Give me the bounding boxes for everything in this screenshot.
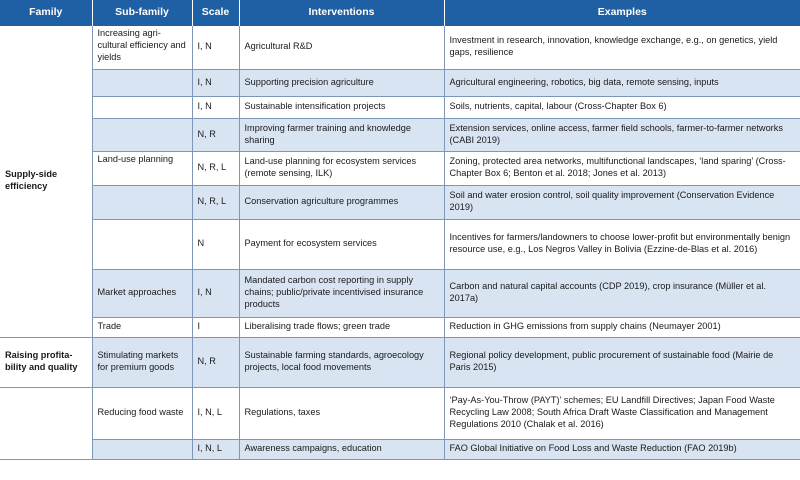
scale-cell: N, R (192, 337, 239, 387)
intervention-cell: Improving farmer training and knowledge sharing (239, 118, 444, 151)
table-row (0, 185, 800, 219)
scale-cell: I, N, L (192, 387, 239, 439)
scale-cell: I (192, 317, 239, 337)
family-blank (0, 387, 92, 459)
subfamily-cell: Increasing agri-cultural efficiency and yields (92, 26, 192, 69)
scale-cell: N (192, 219, 239, 269)
intervention-cell: Awareness campaigns, education (239, 439, 444, 459)
intervention-cell: Payment for ecosystem services (239, 219, 444, 269)
subfamily-cell (92, 96, 192, 118)
intervention-cell: Supporting precision agriculture (239, 69, 444, 96)
example-cell: Zoning, protected area networks, multifunctional landscapes, ‘land sparing’ (Cross-Chapter Box 6; Benton et al. 2018; Jones et al. 2013) (444, 151, 800, 185)
subfamily-cell (92, 439, 192, 459)
scale-cell: I, N, L (192, 439, 239, 459)
example-cell: Regional policy development, public procurement of sustainable food (Mairie de Paris 2015) (444, 337, 800, 387)
example-cell: Agricultural engineering, robotics, big data, remote sensing, inputs (444, 69, 800, 96)
table-row (0, 219, 800, 269)
scale-cell: I, N (192, 69, 239, 96)
subfamily-cell (92, 69, 192, 96)
header-family: Family (0, 0, 92, 26)
header-scale: Scale (192, 0, 239, 26)
example-cell: Carbon and natural capital accounts (CDP 2019), crop insurance (Müller et al. 2017a) (444, 269, 800, 317)
example-cell: Incentives for farmers/landowners to choose lower-profit but environmentally benign resource use, e.g., Los Negros Valley in Bolivia (Ezzine-de-Blas et al. 2016) (444, 219, 800, 269)
example-cell: Soils, nutrients, capital, labour (Cross-Chapter Box 6) (444, 96, 800, 118)
table-row (0, 387, 800, 439)
scale-cell: N, R, L (192, 185, 239, 219)
scale-cell: I, N (192, 269, 239, 317)
subfamily-cell (92, 118, 192, 151)
table-row (0, 337, 800, 387)
subfamily-cell: Land-use planning (92, 151, 192, 185)
intervention-cell: Regulations, taxes (239, 387, 444, 439)
intervention-cell: Land-use planning for ecosystem services (remote sensing, ILK) (239, 151, 444, 185)
scale-cell: N, R, L (192, 151, 239, 185)
scale-cell: I, N (192, 96, 239, 118)
subfamily-cell: Reducing food waste (92, 387, 192, 439)
example-cell: Soil and water erosion control, soil quality improvement (Conservation Evidence 2019) (444, 185, 800, 219)
scale-cell: N, R (192, 118, 239, 151)
table-row (0, 118, 800, 151)
example-cell: Extension services, online access, farmer field schools, farmer-to-farmer networks (CABI 2019) (444, 118, 800, 151)
subfamily-cell (92, 185, 192, 219)
intervention-cell: Liberalising trade flows; green trade (239, 317, 444, 337)
family-supply-side-efficiency: Supply-side efficiency (0, 26, 92, 337)
table-row (0, 69, 800, 96)
header-row (0, 0, 800, 26)
intervention-cell: Mandated carbon cost reporting in supply chains; public/private incentivised insurance products (239, 269, 444, 317)
intervention-cell: Sustainable farming standards, agroecology projects, local food movements (239, 337, 444, 387)
table-row (0, 269, 800, 317)
example-cell: Investment in research, innovation, knowledge exchange, e.g., on genetics, yield gaps, resilience (444, 26, 800, 69)
table-row (0, 151, 800, 185)
subfamily-cell: Market approaches (92, 269, 192, 317)
header-subfamily: Sub-family (92, 0, 192, 26)
table-row (0, 96, 800, 118)
table-row (0, 439, 800, 459)
header-interventions: Interventions (239, 0, 444, 26)
subfamily-cell: Stimulating markets for premium goods (92, 337, 192, 387)
intervention-cell: Sustainable intensification projects (239, 96, 444, 118)
table-row (0, 317, 800, 337)
subfamily-cell (92, 219, 192, 269)
scale-cell: I, N (192, 26, 239, 69)
header-examples: Examples (444, 0, 800, 26)
intervention-cell: Agricultural R&D (239, 26, 444, 69)
example-cell: ‘Pay-As-You-Throw (PAYT)’ schemes; EU Landfill Directives; Japan Food Waste Recycling Law 2008; South Africa Draft Waste Classification and Management Regulations 2010 (Chalak et al. 2016) (444, 387, 800, 439)
family-raising-profitability: Raising profita-bility and quality (0, 337, 92, 387)
table-row (0, 26, 800, 69)
example-cell: FAO Global Initiative on Food Loss and Waste Reduction (FAO 2019b) (444, 439, 800, 459)
intervention-cell: Conservation agriculture programmes (239, 185, 444, 219)
example-cell: Reduction in GHG emissions from supply chains (Neumayer 2001) (444, 317, 800, 337)
subfamily-cell: Trade (92, 317, 192, 337)
